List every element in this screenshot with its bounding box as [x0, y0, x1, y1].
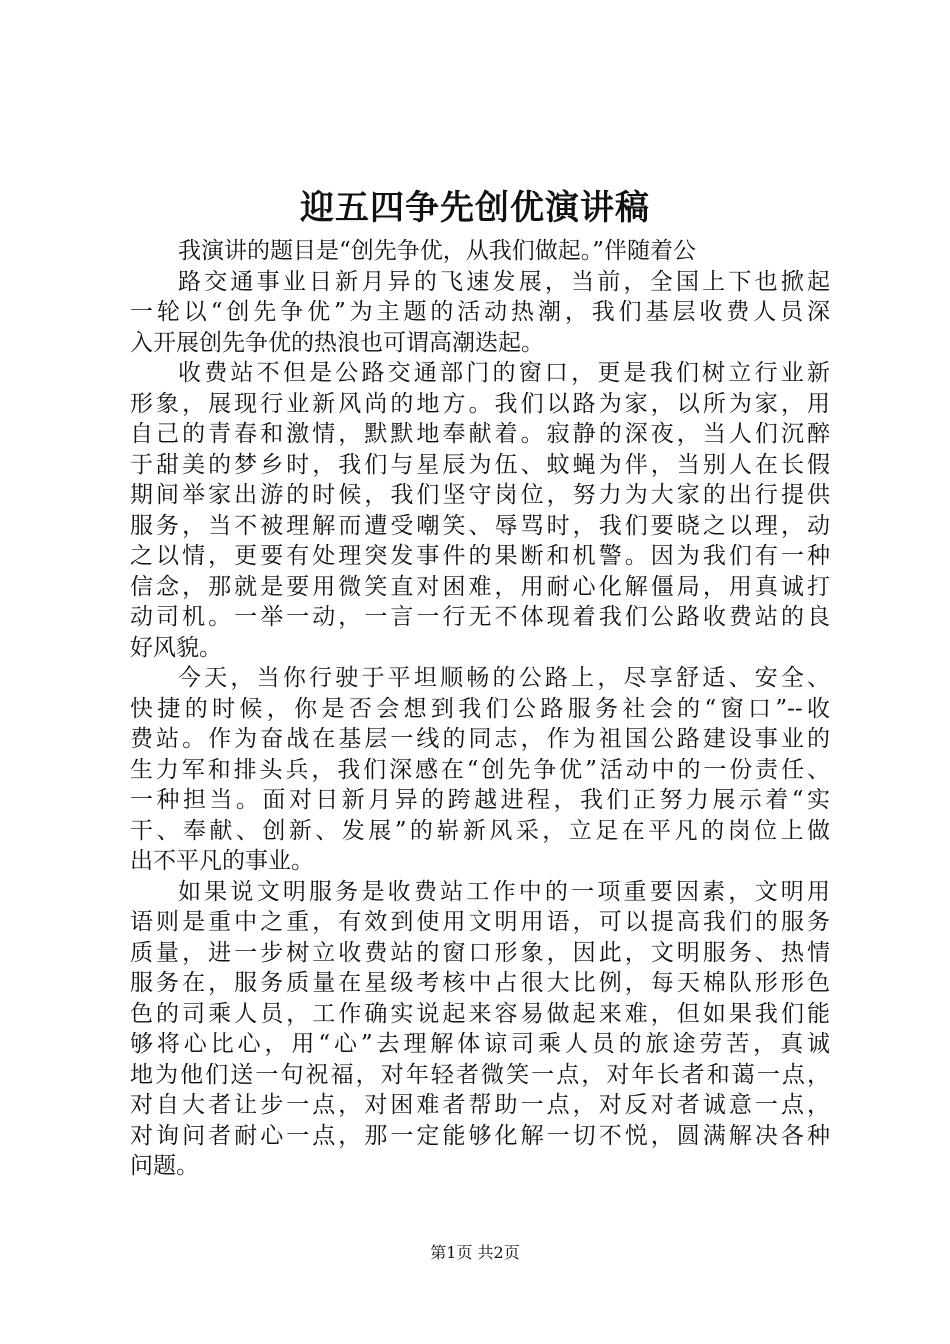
text-line: 之以情，更要有处理突发事件的果断和机警。因为我们有一种	[130, 543, 830, 569]
text-line: 收费站不但是公路交通部门的窗口，更是我们树立行业新	[178, 360, 830, 386]
text-line: 期间举家出游的时候，我们坚守岗位，努力为大家的出行提供	[130, 482, 830, 508]
text-line: 够将心比心，用“心”去理解体谅司乘人员的旅途劳苦，真诚	[130, 1031, 830, 1057]
text-line: 服务在，服务质量在星级考核中占很大比例，每天棉队形形色	[130, 970, 830, 996]
text-line: 入开展创先争优的热浪也可谓高潮迭起。	[130, 329, 544, 356]
text-line: 一轮以“创先争优”为主题的活动热潮，我们基层收费人员深	[130, 299, 830, 325]
text-line: 一种担当。面对日新月异的跨越进程，我们正努力展示着“实	[130, 787, 830, 813]
document-body	[130, 236, 830, 1182]
text-line: 信念，那就是要用微笑直对困难，用耐心化解僵局，用真诚打	[130, 573, 830, 600]
text-line: 今天，当你行驶于平坦顺畅的公路上，尽享舒适、安全、	[178, 665, 830, 691]
text-line: 于甜美的梦乡时，我们与星辰为伍、蚊蝇为伴，当别人在长假	[130, 451, 830, 478]
text-line: 对自大者让步一点，对困难者帮助一点，对反对者诚意一点，	[130, 1092, 830, 1118]
text-line: 动司机。一举一动，一言一行无不体现着我们公路收费站的良	[130, 604, 830, 630]
text-line: 干、奉献、创新、发展”的崭新风采，立足在平凡的岗位上做	[130, 817, 830, 844]
text-line: 路交通事业日新月异的飞速发展，当前，全国上下也掀起	[178, 268, 830, 295]
text-line: 出不平凡的事业。	[130, 848, 314, 874]
text-line: 费站。作为奋战在基层一线的同志，作为祖国公路建设事业的	[130, 726, 830, 752]
text-line: 色的司乘人员，工作确实说起来容易做起来难，但如果我们能	[130, 1000, 830, 1027]
page-footer: 第1页 共2页	[430, 1243, 520, 1262]
text-line: 地为他们送一句祝福，对年轻者微笑一点，对年长者和蔼一点，	[130, 1061, 830, 1088]
document-title: 迎五四争先创优演讲稿	[300, 188, 650, 228]
text-line: 问题。	[130, 1153, 199, 1179]
text-line: 如果说文明服务是收费站工作中的一项重要因素，文明用	[178, 878, 830, 905]
text-line: 形象，展现行业新风尚的地方。我们以路为家，以所为家，用	[130, 390, 830, 417]
text-line: 我演讲的题目是“创先争优，从我们做起。”伴随着公	[178, 238, 697, 264]
text-line: 快捷的时候，你是否会想到我们公路服务社会的“窗口”--收	[130, 695, 830, 722]
text-line: 语则是重中之重，有效到使用文明用语，可以提高我们的服务	[130, 909, 830, 935]
text-line: 好风貌。	[130, 634, 222, 661]
text-line: 生力军和排头兵，我们深感在“创先争优”活动中的一份责任、	[130, 756, 830, 783]
text-line: 服务，当不被理解而遭受嘲笑、辱骂时，我们要晓之以理，动	[130, 512, 830, 539]
text-line: 对询问者耐心一点，那一定能够化解一切不悦，圆满解决各种	[130, 1122, 830, 1149]
text-line: 自己的青春和激情，默默地奉献着。寂静的深夜，当人们沉醉	[130, 421, 830, 447]
text-line: 质量，进一步树立收费站的窗口形象，因此，文明服务、热情	[130, 939, 830, 966]
